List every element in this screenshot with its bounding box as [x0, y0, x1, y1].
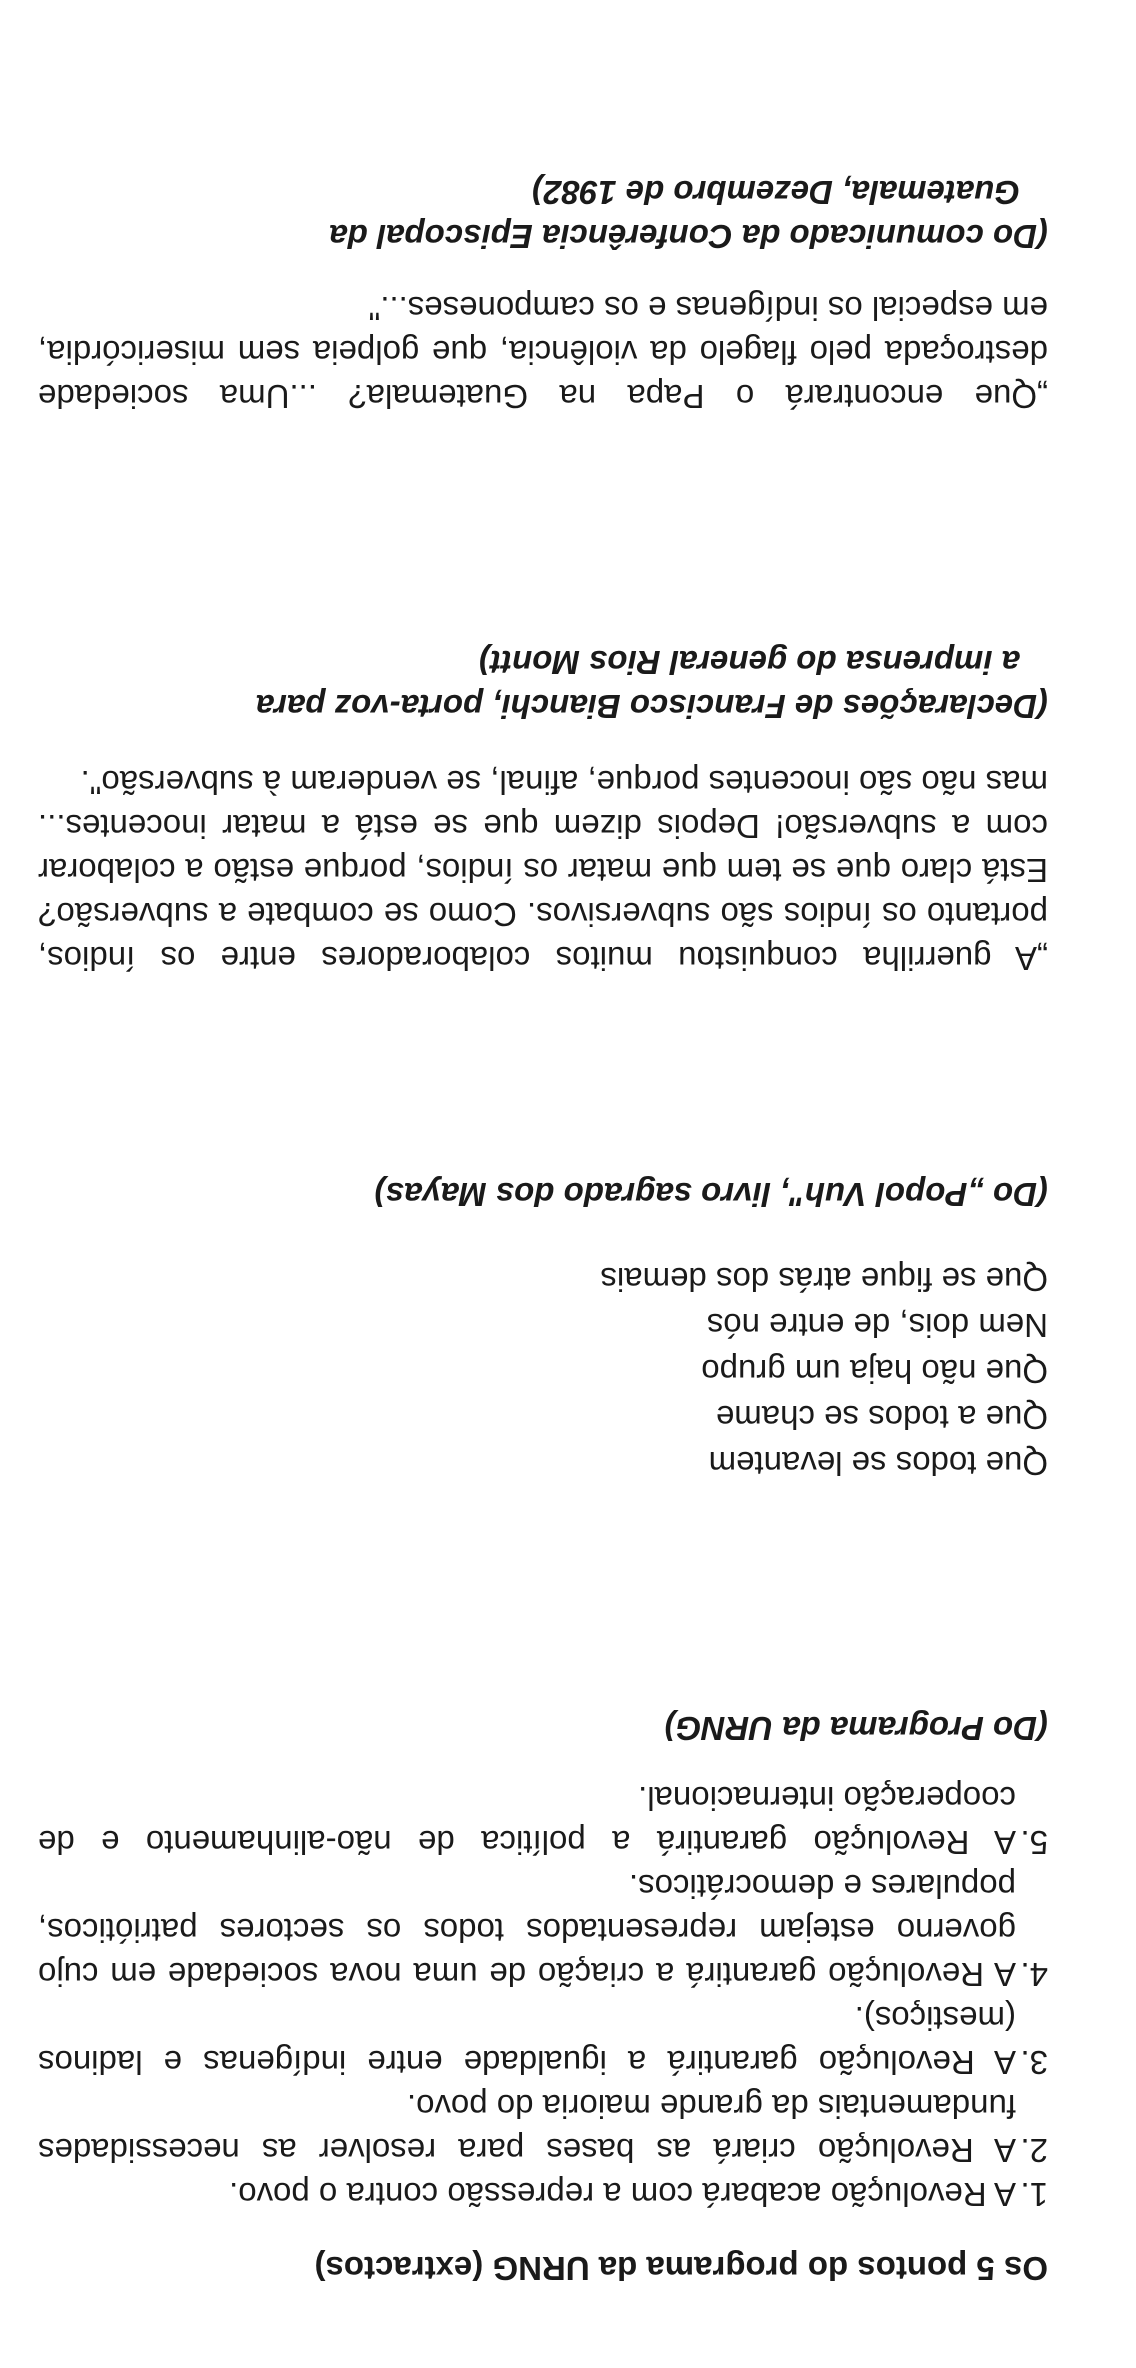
point-text: A Revolução criará as bases para resolver as necessidades fundamentais da grande maioria do povo.: [38, 2088, 1016, 2169]
program-point: [38, 2172, 1048, 2216]
urng-program-section: [38, 1706, 1048, 2290]
poem: [38, 1256, 1048, 1486]
program-points-list: [38, 1776, 1048, 2216]
poem-line: Que se fique atrás dos demais: [600, 1261, 1048, 1298]
bianchi-source: [38, 640, 1048, 728]
program-title: Os 5 pontos do programa da URNG (extractos): [314, 2250, 1048, 2287]
bishops-source-line: (Do comunicado da Conferência Episcopal da: [329, 218, 1048, 255]
point-number: 1.: [1020, 2176, 1048, 2213]
program-point: [38, 1864, 1048, 1996]
point-text: A Revolução garantirá a política de não-alinhamento e de cooperação internacional.: [38, 1780, 1016, 1861]
bishops-quote-section: [38, 170, 1048, 418]
poem-source: (Do „Popol Vuh", livro sagrado dos Mayas): [374, 1176, 1048, 1213]
point-number: 4.: [1020, 1956, 1048, 1993]
program-point: [38, 1776, 1048, 1864]
program-point: [38, 2084, 1048, 2172]
poem-line: Que todos se levantem: [708, 1445, 1048, 1482]
point-number: 3.: [1020, 2044, 1048, 2081]
point-number: 2.: [1020, 2132, 1048, 2169]
point-text: A Revolução garantirá a criação de uma nova sociedade em cujo governo estejam representados todos os sectores patrióticos, populares e democráticos.: [38, 1868, 1016, 1993]
program-point: [38, 1996, 1048, 2084]
poem-line: Que não haja um grupo: [701, 1353, 1048, 1390]
poem-line: Nem dois, de entre nós: [706, 1307, 1048, 1344]
point-text: A Revolução acabará com a repressão contra o povo.: [229, 2176, 1016, 2213]
point-text: A Revolução garantirá a igualdade entre indígenas e ladinos (mestiços).: [38, 2000, 1016, 2081]
bianchi-source-line: a imprensa do general Rios Montt): [479, 644, 1020, 681]
program-source: (Do Programa da URNG): [664, 1710, 1048, 1747]
poem-line: Que a todos se chame: [715, 1399, 1048, 1436]
bianchi-quote-section: [38, 640, 1048, 980]
bishops-quote: „Que encontrará o Papa na Guatemala? ...Uma sociedade destroçada pelo flagelo da violência, que golpeia sem misericórdia, em especial os indígenas e os camponeses...": [38, 290, 1048, 415]
point-number: 5.: [1020, 1824, 1048, 1861]
bishops-source-line: Guatemala, Dezembro de 1982): [532, 174, 1020, 211]
bianchi-source-line: (Declarações de Francisco Bianchi, porta-voz para: [255, 688, 1048, 725]
popol-vuh-section: [38, 1172, 1048, 1486]
bianchi-quote: „A guerrilha conquistou muitos colaboradores entre os índios, portanto os índios são subversivos. Como se combate a subversão? Está claro que se tem que matar os índios, porque estão a colaborar com a subversão! Depois dizem que se está a matar inocentes... mas não são inocentes porque, afinal, se venderam à subversão".: [38, 764, 1048, 977]
bishops-source: [38, 170, 1048, 258]
